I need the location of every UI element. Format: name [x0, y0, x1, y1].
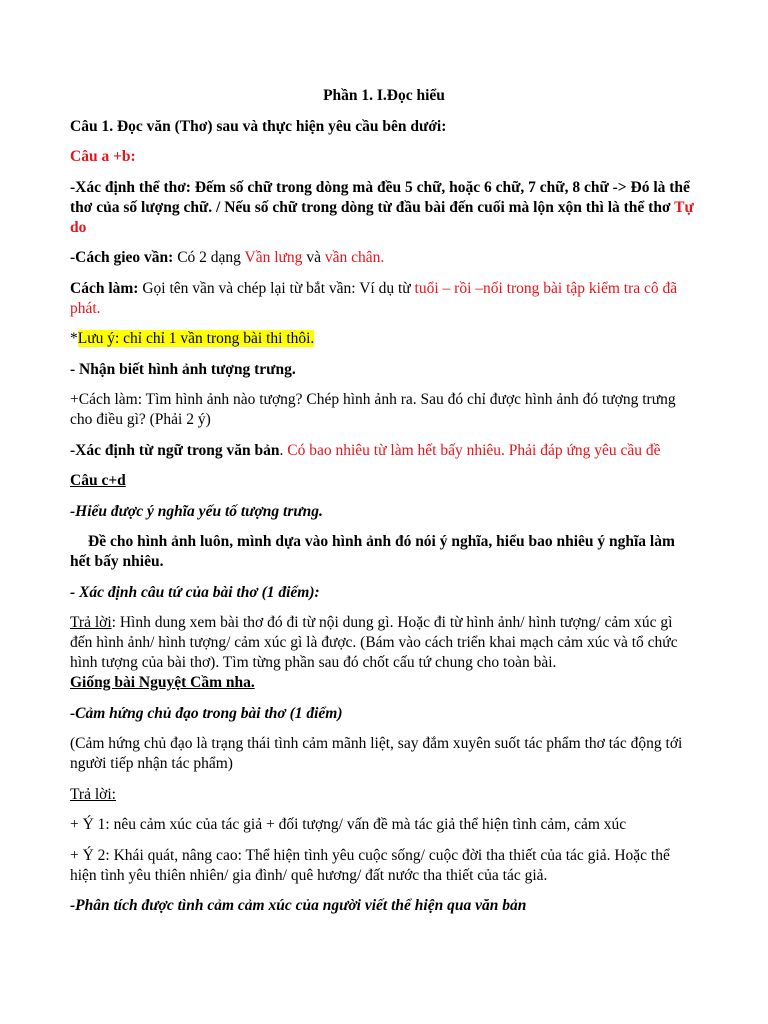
rhyme-label: -Cách gieo vần: [70, 249, 174, 266]
structure-heading: - Xác định câu tứ của bài thơ (1 điểm): [70, 583, 320, 601]
rhyme-text-1: Có 2 dạng [173, 249, 245, 266]
words-red-text: Có bao nhiêu từ làm hết bấy nhiêu. Phải đáp ứng yêu cầu đề [287, 441, 661, 459]
poem-form-text: -Xác định thể thơ: Đếm số chữ trong dòng mà đều 5 chữ, hoặc 6 chữ, 7 chữ, 8 chữ -> Đó là thể thơ của số lượng chữ. / Nếu số chữ trong dòng từ đầu bài đến cuối mà lộn xộn thì là thể thơ [70, 178, 690, 216]
rhyme-paragraph [70, 248, 698, 268]
rhyme-type-2: vần chân. [324, 249, 385, 266]
symbol-image-heading: - Nhận biết hình ảnh tượng trưng. [70, 360, 296, 378]
poem-form-paragraph [70, 178, 698, 238]
note-paragraph [70, 329, 698, 349]
method-label: Cách làm: [70, 279, 139, 297]
question-1-heading: Câu 1. Đọc văn (Thơ) sau và thực hiện yêu cầu bên dưới: [70, 117, 447, 135]
poem-form-free-verse: Tự do [70, 198, 694, 236]
section-title: Phần 1. I.Đọc hiểu [323, 87, 445, 104]
same-as-nguyet-cam: Giống bài Nguyệt Cầm nha. [70, 674, 255, 691]
rhyme-text-2: và [302, 249, 325, 266]
answer-1-paragraph [70, 613, 698, 673]
main-inspiration-heading: -Cảm hứng chủ đạo trong bài thơ (1 điểm) [70, 704, 343, 722]
method-text: Gọi tên vần và chép lại từ bắt vần: Ví dụ từ [138, 279, 415, 297]
symbol-meaning-paragraph: Đề cho hình ảnh luôn, mình dựa vào hình ảnh đó nói ý nghĩa, hiểu bao nhiêu ý nghĩa làm hết bấy nhiêu. [70, 533, 675, 570]
question-ab-heading: Câu a +b: [70, 148, 136, 165]
symbol-meaning-heading: -Hiểu được ý nghĩa yếu tố tượng trưng. [70, 502, 323, 520]
answer-1-label: Trả lời [70, 614, 112, 631]
main-inspiration-desc: (Cảm hứng chủ đạo là trạng thái tình cảm mãnh liệt, say đắm xuyên suốt tác phẩm thơ tác động tới người tiếp nhận tác phẩm) [70, 735, 683, 772]
note-star: * [70, 330, 78, 347]
words-sep: . [279, 441, 288, 459]
question-cd-heading: Câu c+d [70, 472, 126, 489]
idea-1-paragraph: + Ý 1: nêu cảm xúc của tác giả + đối tượng/ vấn đề mà tác giả thể hiện tình cảm, cảm xúc [70, 816, 627, 833]
document-body [70, 86, 698, 927]
symbol-method-paragraph: +Cách làm: Tìm hình ảnh nào tượng? Chép hình ảnh ra. Sau đó chỉ được hình ảnh đó tượng trưng cho điều gì? (Phải 2 ý) [70, 391, 676, 428]
answer-1-text: : Hình dung xem bài thơ đó đi từ nội dung gì. Hoặc đi từ hình ảnh/ hình tượng/ cảm xúc gì đến hình ảnh/ hình tượng/ cảm xúc gì là được. (Bám vào cách triển khai mạch cảm xúc và tổ chức hình tượng của bài thơ). Tìm từng phần sau đó chốt cấu tứ chung cho toàn bài. [70, 614, 678, 671]
answer-2-label: Trả lời: [70, 785, 116, 803]
rhyme-type-1: Vần lưng [244, 249, 303, 266]
idea-2-paragraph: + Ý 2: Khái quát, nâng cao: Thể hiện tình yêu cuộc sống/ cuộc đời tha thiết của tác giả. Hoặc thể hiện tình yêu thiên nhiên/ gia đình/ quê hương/ đất nước tha thiết của tác giả. [70, 846, 670, 884]
method-paragraph [70, 279, 698, 319]
method-example: tuổi – rồi –nối trong bài tập kiểm tra cô đã phát. [70, 279, 678, 317]
note-highlight: Lưu ý: chỉ chỉ 1 vần trong bài thi thôi. [77, 330, 315, 347]
analyze-emotion-heading: -Phân tích được tình cảm cảm xúc của người viết thể hiện qua văn bản [70, 897, 527, 914]
words-paragraph [70, 441, 698, 461]
words-label: -Xác định từ ngữ trong văn bản [70, 441, 280, 459]
